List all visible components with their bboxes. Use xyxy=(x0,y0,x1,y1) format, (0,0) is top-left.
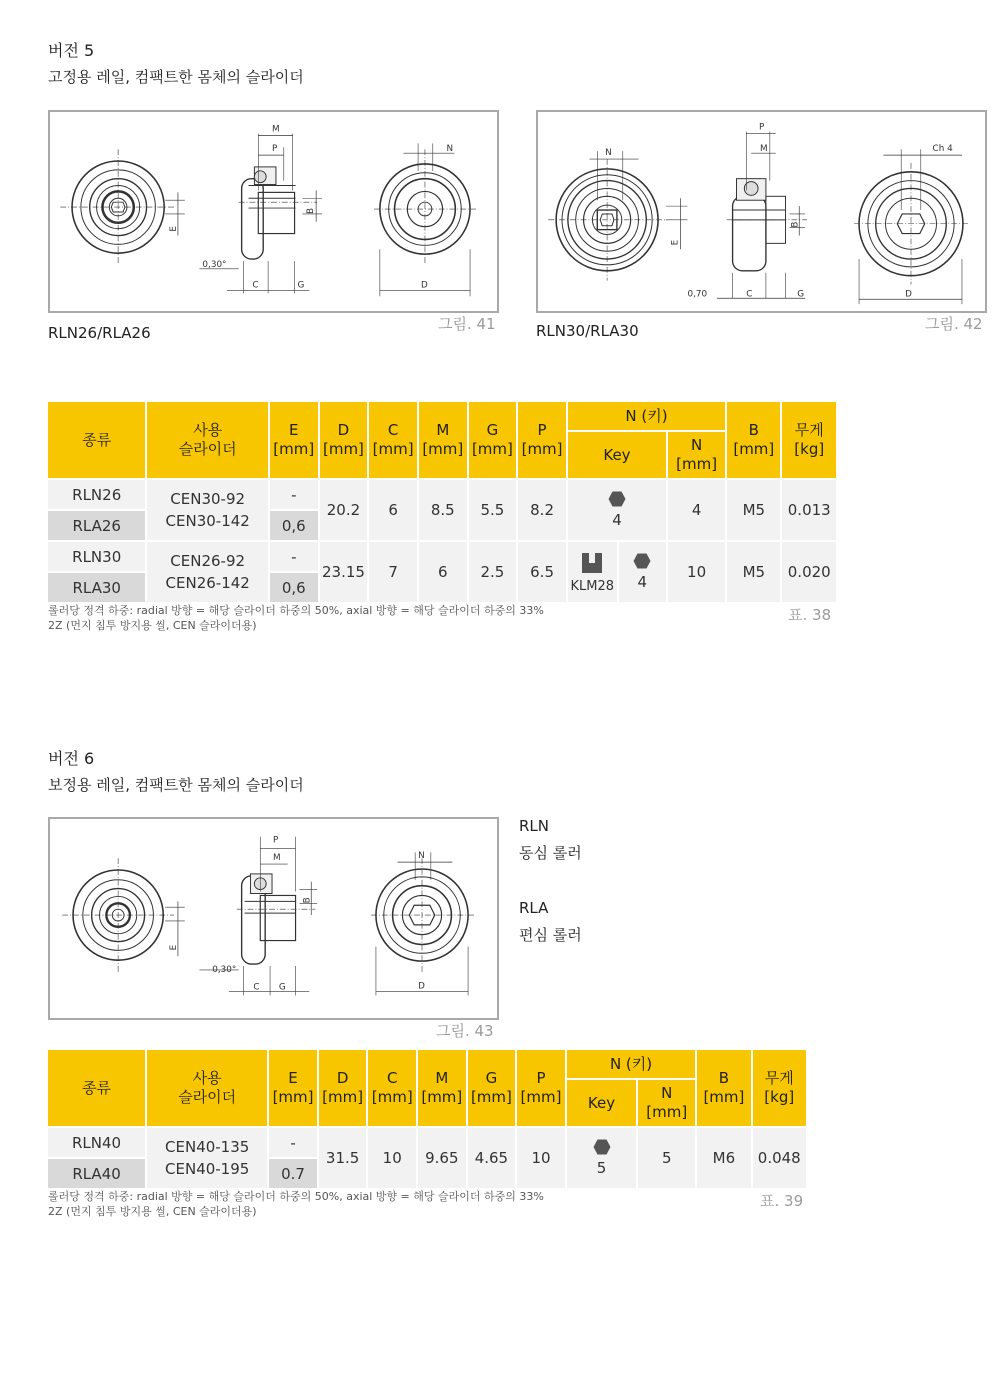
fig42-label-offset: 0,70 xyxy=(687,289,708,300)
fig43-label-e: E xyxy=(168,944,179,951)
header-slider: 사용 슬라이더 xyxy=(147,1050,267,1126)
cell-slider xyxy=(147,542,268,602)
cell-weight: 0.020 xyxy=(782,542,836,602)
header-n-group: N (키) xyxy=(568,402,725,430)
section-5-subtitle: 고정용 레일, 컴팩트한 몸체의 슬라이더 xyxy=(48,68,304,86)
cell-d: 31.5 xyxy=(319,1128,367,1188)
hex-key-icon xyxy=(633,553,651,569)
header-g: G [mm] xyxy=(469,402,517,478)
header-key: Key xyxy=(567,1080,636,1126)
roller-legend xyxy=(519,813,582,949)
rla-label: RLA xyxy=(519,899,549,917)
header-d: D [mm] xyxy=(320,402,368,478)
fig41-label-angle: 0,30° xyxy=(202,259,227,270)
cell-g: 2.5 xyxy=(469,542,517,602)
section-6-subtitle: 보정용 레일, 컴팩트한 몸체의 슬라이더 xyxy=(48,776,304,794)
fig42-label-ch: Ch 4 xyxy=(932,144,953,155)
header-type: 종류 xyxy=(48,1050,145,1126)
cell-m: 9.65 xyxy=(418,1128,466,1188)
cell-key xyxy=(619,542,666,602)
header-n-group: N (키) xyxy=(567,1050,695,1078)
fig43-label-angle: 0,30° xyxy=(212,964,237,975)
fig43-label-d: D xyxy=(418,981,425,992)
figure-43-number: 그림. 43 xyxy=(436,1022,494,1040)
rln-description: 동심 롤러 xyxy=(519,844,582,862)
figure-42-caption: RLN30/RLA30 xyxy=(536,322,639,340)
key-size: 4 xyxy=(612,511,622,529)
table-38-note-1: 롤러당 정격 하중: radial 방향 = 해당 슬라이더 하중의 50%, axial 방향 = 해당 슬라이더 하중의 33% xyxy=(48,604,544,617)
header-m: M [mm] xyxy=(419,402,467,478)
fig42-label-n: N xyxy=(605,148,612,159)
cell-e-rla40: 0.7 xyxy=(269,1159,317,1188)
table-39 xyxy=(46,1048,808,1190)
fig43-label-g: G xyxy=(278,982,286,993)
fig43-label-c: C xyxy=(253,982,260,993)
cell-b: M5 xyxy=(727,480,780,540)
fig41-label-m: M xyxy=(272,124,280,135)
header-m: M [mm] xyxy=(418,1050,466,1126)
header-d: D [mm] xyxy=(319,1050,367,1126)
fig43-label-p: P xyxy=(273,835,279,846)
fig41-label-p: P xyxy=(272,144,278,155)
cell-key-tool xyxy=(568,542,617,602)
header-slider: 사용 슬라이더 xyxy=(147,402,268,478)
fig41-label-g: G xyxy=(297,280,305,291)
fig41-label-d: D xyxy=(421,280,428,291)
cell-e-rln26: - xyxy=(270,480,318,509)
figure-41-drawing xyxy=(48,110,499,313)
slider-1: CEN40-135 xyxy=(165,1138,250,1156)
cell-p: 10 xyxy=(517,1128,565,1188)
fig42-label-m: M xyxy=(760,144,768,155)
cell-type-rln26: RLN26 xyxy=(48,480,145,509)
header-p: P [mm] xyxy=(518,402,566,478)
table-39-note-2: 2Z (먼지 침투 방지용 씰, CEN 슬라이더용) xyxy=(48,1205,257,1218)
fig41-label-n: N xyxy=(446,144,454,155)
cell-m: 8.5 xyxy=(419,480,467,540)
header-weight: 무게 [kg] xyxy=(753,1050,806,1126)
header-b: B [mm] xyxy=(697,1050,750,1126)
cell-key xyxy=(568,480,666,540)
header-c: C [mm] xyxy=(368,1050,416,1126)
key-tool-label: KLM28 xyxy=(570,578,615,594)
cell-n: 4 xyxy=(668,480,725,540)
slider-1: CEN26-92 xyxy=(170,552,246,570)
slider-1: CEN30-92 xyxy=(170,490,246,508)
header-n: N [mm] xyxy=(668,432,725,478)
cell-weight: 0.048 xyxy=(753,1128,806,1188)
figure-41-number: 그림. 41 xyxy=(438,315,496,333)
slider-2: CEN26-142 xyxy=(165,574,250,592)
cell-slider xyxy=(147,480,268,540)
cell-type-rla30: RLA30 xyxy=(48,573,145,602)
header-n: N [mm] xyxy=(638,1080,695,1126)
cell-p: 6.5 xyxy=(518,542,566,602)
header-g: G [mm] xyxy=(468,1050,516,1126)
cell-type-rla26: RLA26 xyxy=(48,511,145,540)
figure-43-drawing xyxy=(48,817,499,1020)
key-size: 4 xyxy=(637,573,648,591)
header-key: Key xyxy=(568,432,666,478)
cell-d: 20.2 xyxy=(320,480,368,540)
klm28-wrench-icon xyxy=(581,551,603,575)
fig42-label-d: D xyxy=(905,289,912,300)
table-38-number: 표. 38 xyxy=(788,606,832,624)
cell-type-rln30: RLN30 xyxy=(48,542,145,571)
table-38 xyxy=(46,400,838,604)
figure-41-caption: RLN26/RLA26 xyxy=(48,324,151,342)
header-c: C [mm] xyxy=(369,402,417,478)
rln-label: RLN xyxy=(519,817,549,835)
section-6-heading: 버전 6 xyxy=(48,749,95,768)
figure-42-number: 그림. 42 xyxy=(925,315,983,333)
cell-slider xyxy=(147,1128,267,1188)
cell-n: 5 xyxy=(638,1128,695,1188)
fig43-label-n: N xyxy=(418,851,425,862)
fig41-label-e: E xyxy=(168,226,179,232)
header-b: B [mm] xyxy=(727,402,780,478)
header-e: E [mm] xyxy=(270,402,318,478)
header-weight: 무게 [kg] xyxy=(782,402,836,478)
cell-e-rla26: 0,6 xyxy=(270,511,318,540)
cell-g: 4.65 xyxy=(468,1128,516,1188)
cell-d: 23.15 xyxy=(320,542,368,602)
table-39-note-1: 롤러당 정격 하중: radial 방향 = 해당 슬라이더 하중의 50%, axial 방향 = 해당 슬라이더 하중의 33% xyxy=(48,1190,544,1203)
cell-b: M5 xyxy=(727,542,780,602)
rla-description: 편심 롤러 xyxy=(519,926,582,944)
cell-key xyxy=(567,1128,636,1188)
section-5-heading: 버전 5 xyxy=(48,41,95,60)
cell-e-rla30: 0,6 xyxy=(270,573,318,602)
fig42-label-p: P xyxy=(759,122,765,133)
cell-c: 6 xyxy=(369,480,417,540)
slider-2: CEN30-142 xyxy=(165,512,250,530)
fig43-label-b: B xyxy=(302,897,313,904)
cell-c: 10 xyxy=(368,1128,416,1188)
header-e: E [mm] xyxy=(269,1050,317,1126)
hex-key-icon xyxy=(608,491,626,507)
cell-c: 7 xyxy=(369,542,417,602)
header-p: P [mm] xyxy=(517,1050,565,1126)
table-38-note-2: 2Z (먼지 침투 방지용 씰, CEN 슬라이더용) xyxy=(48,619,257,632)
cell-g: 5.5 xyxy=(469,480,517,540)
cell-p: 8.2 xyxy=(518,480,566,540)
cell-b: M6 xyxy=(697,1128,750,1188)
cell-n: 10 xyxy=(668,542,725,602)
fig41-label-b: B xyxy=(306,207,317,214)
fig42-label-c: C xyxy=(746,289,753,300)
cell-e-rln30: - xyxy=(270,542,318,571)
cell-weight: 0.013 xyxy=(782,480,836,540)
fig43-label-m: M xyxy=(273,853,281,864)
fig42-label-g: G xyxy=(797,289,805,300)
slider-2: CEN40-195 xyxy=(165,1160,250,1178)
fig42-label-b: B xyxy=(790,221,801,228)
cell-e-rln40: - xyxy=(269,1128,317,1157)
table-39-number: 표. 39 xyxy=(760,1192,804,1210)
header-type: 종류 xyxy=(48,402,145,478)
figure-42-drawing xyxy=(536,110,987,313)
cell-m: 6 xyxy=(419,542,467,602)
fig41-label-c: C xyxy=(252,280,259,291)
cell-type-rln40: RLN40 xyxy=(48,1128,145,1157)
key-size: 5 xyxy=(596,1159,607,1177)
cell-type-rla40: RLA40 xyxy=(48,1159,145,1188)
hex-key-icon xyxy=(593,1139,611,1155)
fig42-label-e: E xyxy=(670,239,681,246)
